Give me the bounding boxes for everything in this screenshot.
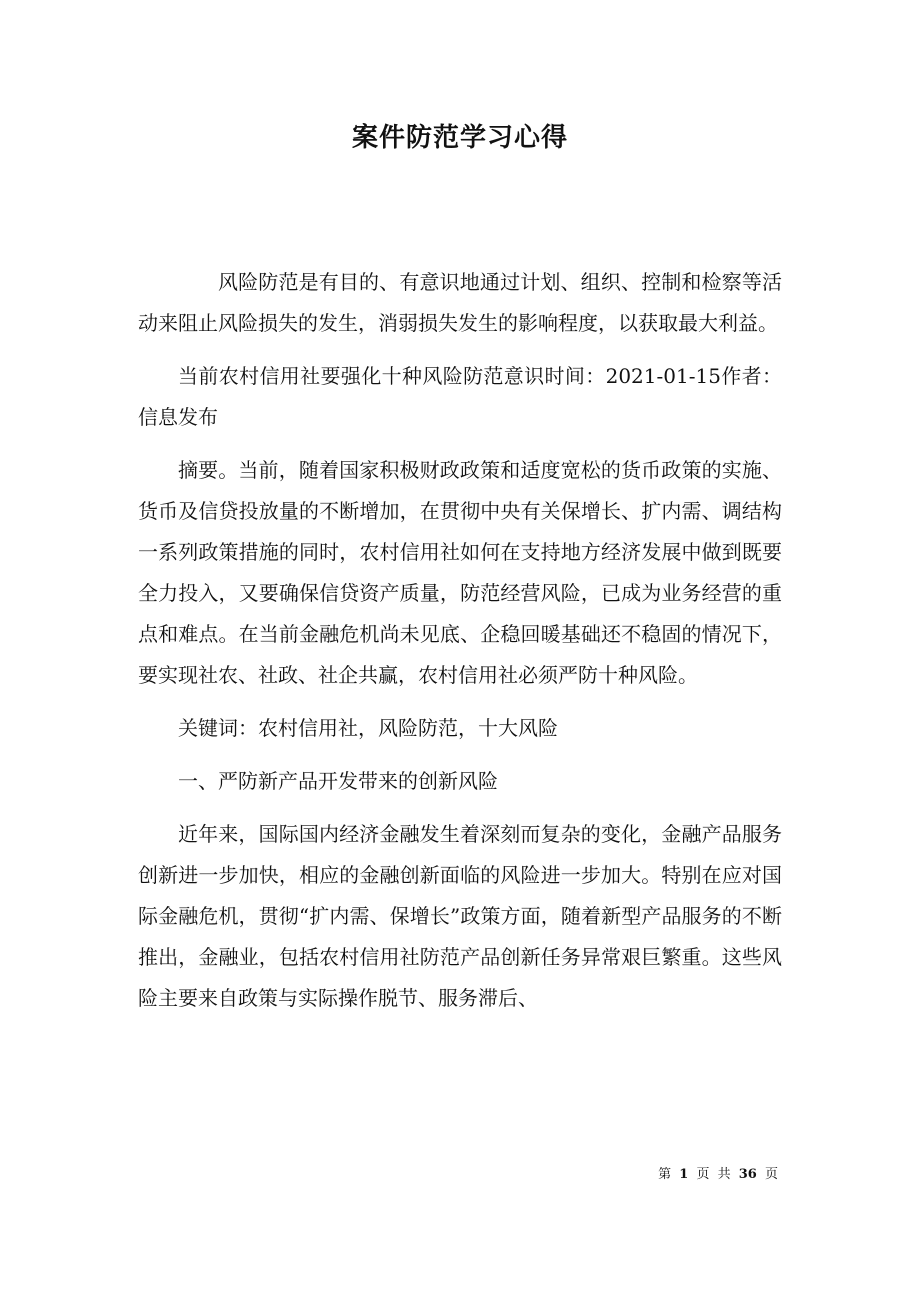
paragraph-article-meta: 当前农村信用社要强化十种风险防范意识时间：2021-01-15作者：信息发布 <box>138 364 782 429</box>
paragraph-keywords: 关键词：农村信用社，风险防范，十大风险 <box>178 716 558 740</box>
document-body <box>138 262 782 1019</box>
footer-page-word: 页 <box>696 1167 710 1182</box>
paragraph-intro: 风险防范是有目的、有意识地通过计划、组织、控制和检察等活动来阻止风险损失的发生，消弱损失发生的影响程度，以获取最大利益。 <box>138 270 782 335</box>
footer-prefix: 第 <box>658 1167 672 1182</box>
footer-total-pages: 36 <box>738 1167 757 1182</box>
footer-suffix: 页 <box>764 1167 778 1182</box>
paragraph-abstract: 摘要。当前，随着国家积极财政政策和适度宽松的货币政策的实施、货币及信贷投放量的不断增加，在贯彻中央有关保增长、扩内需、调结构一系列政策措施的同时，农村信用社如何在支持地方经济发展中做到既要全力投入，又要确保信贷资产质量，防范经营风险，已成为业务经营的重点和难点。在当前金融危机尚未见底、企稳回暖基础还不稳固的情况下，要实现社农、社政、社企共赢，农村信用社必须严防十种风险。 <box>138 458 782 687</box>
page-footer <box>656 1166 780 1184</box>
paragraph-section-1-body: 近年来，国际国内经济金融发生着深刻而复杂的变化，金融产品服务创新进一步加快，相应的金融创新面临的风险进一步加大。特别在应对国际金融危机，贯彻“扩内需、保增长”政策方面，随着新型产品服务的不断推出，金融业，包括农村信用社防范产品创新任务异常艰巨繁重。这些风险主要来自政策与实际操作脱节、服务滞后、 <box>138 822 782 1010</box>
footer-total-prefix: 共 <box>717 1167 731 1182</box>
section-heading-1: 一、严防新产品开发带来的创新风险 <box>178 769 498 793</box>
footer-current-page: 1 <box>679 1167 689 1182</box>
document-title: 案件防范学习心得 <box>351 123 568 153</box>
